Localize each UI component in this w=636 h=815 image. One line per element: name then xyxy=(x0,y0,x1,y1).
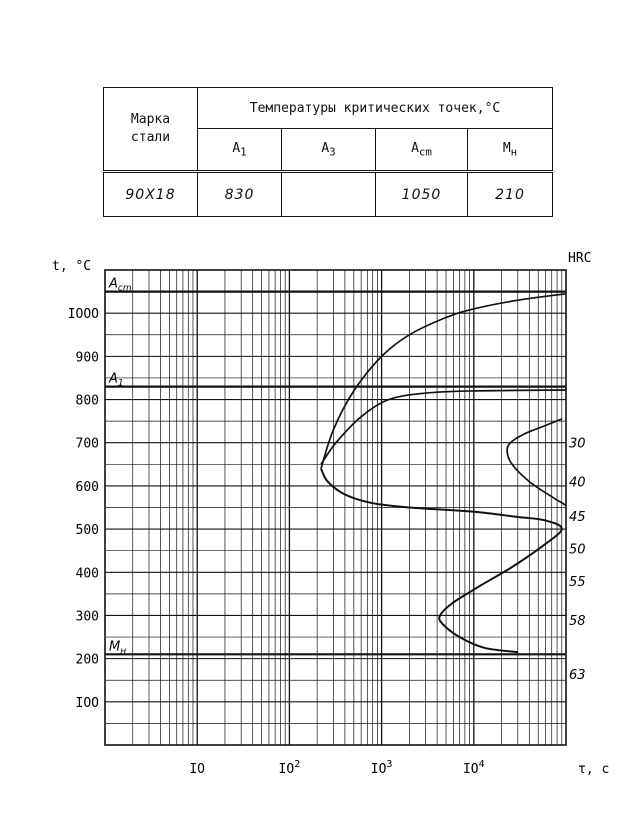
hrc-label: 30 xyxy=(569,436,586,452)
critical-lines xyxy=(105,277,566,657)
col-header-mn: $M_н$ xyxy=(468,129,553,172)
hrc-axis-label: HRC xyxy=(568,251,592,266)
x-tick-label: $IO^2$ xyxy=(278,759,301,777)
hrc-label: 45 xyxy=(569,510,586,526)
hrc-label: 55 xyxy=(569,574,586,590)
col-header-acm: $A_{cm}$ xyxy=(376,129,468,172)
curve-3 xyxy=(321,469,562,653)
x-axis-label: τ, с xyxy=(578,762,610,777)
plot-grid xyxy=(105,270,566,745)
hrc-label: 63 xyxy=(569,667,586,683)
hrc-label: 58 xyxy=(569,613,586,629)
hrc-label: 50 xyxy=(569,542,586,558)
y-tick-label: 500 xyxy=(75,523,99,539)
cell-steel-grade: 90Х18 xyxy=(104,172,198,217)
y-tick-label: 200 xyxy=(75,652,99,668)
hrc-label: 40 xyxy=(569,475,586,491)
cell-a1: 830 xyxy=(198,172,282,217)
y-tick-label: 400 xyxy=(75,566,99,582)
critical-line-label: $A_{cm}$ xyxy=(109,276,132,294)
col-header-a1: $A_1$ xyxy=(198,129,282,172)
y-tick-label: IOO xyxy=(75,695,99,711)
temperatures-header-text: Температуры критических точек, xyxy=(249,100,485,116)
steel-header-line2: стали xyxy=(130,130,171,145)
y-tick-label: 600 xyxy=(75,479,99,495)
cell-acm: 1050 xyxy=(376,172,468,217)
critical-line-label: $M_н$ xyxy=(109,639,127,657)
temperatures-header-unit: °С xyxy=(484,100,501,116)
critical-line-label: $A_1$ xyxy=(109,371,124,389)
cell-mn: 210 xyxy=(468,172,553,217)
x-tick-label: $IO^4$ xyxy=(462,759,485,777)
y-axis-label: t, °С xyxy=(52,259,92,274)
y-tick-label: IOOO xyxy=(67,307,99,323)
axis-labels xyxy=(52,251,609,777)
y-tick-label: 300 xyxy=(75,609,99,625)
steel-header-line1: Марка xyxy=(130,112,171,127)
y-tick-label: 700 xyxy=(75,436,99,452)
x-tick-label: IO xyxy=(189,762,206,777)
y-tick-label: 900 xyxy=(75,350,99,366)
col-header-a3: $A_3$ xyxy=(282,129,376,172)
y-tick-label: 800 xyxy=(75,393,99,409)
x-tick-label: $IO^3$ xyxy=(370,759,393,777)
